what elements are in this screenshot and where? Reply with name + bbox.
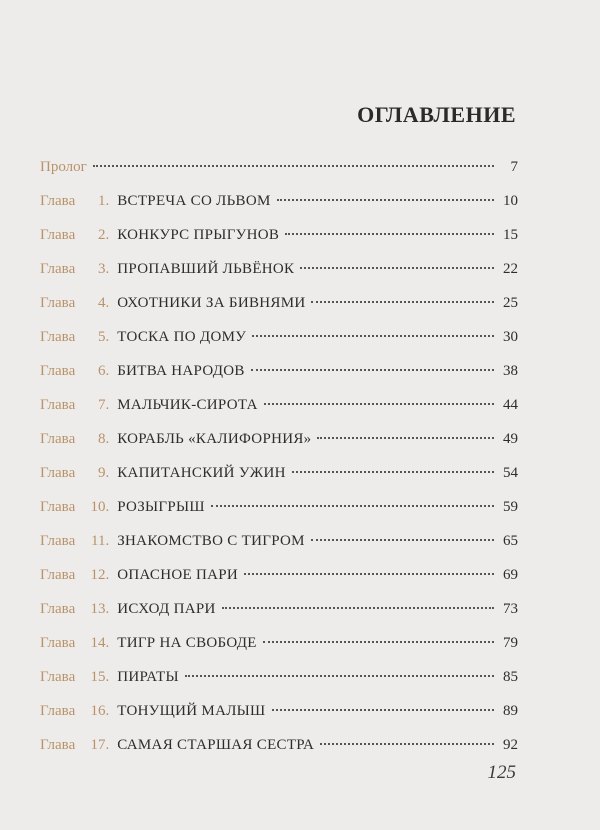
chapter-prefix — [40, 422, 109, 456]
chapter-number: 8. — [97, 431, 110, 447]
toc-row-chapter[interactable] — [40, 524, 518, 558]
page-ref: 85 — [503, 669, 518, 685]
chapter-word: Глава — [40, 533, 76, 549]
chapter-title: ОПАСНОЕ ПАРИ — [117, 567, 239, 583]
chapter-word: Глава — [40, 227, 76, 243]
chapter-number: 2. — [97, 227, 110, 243]
chapter-title: ТОСКА ПО ДОМУ — [117, 329, 247, 345]
page-ref: 92 — [503, 737, 518, 753]
page-ref: 10 — [503, 193, 518, 209]
chapter-prefix — [40, 286, 109, 320]
chapter-number: 14. — [90, 635, 110, 651]
toc-row-prologue[interactable] — [40, 150, 518, 184]
dot-leader — [300, 267, 494, 269]
chapter-title: ЗНАКОМСТВО С ТИГРОМ — [117, 533, 305, 549]
chapter-number: 16. — [90, 703, 110, 719]
toc-row-chapter[interactable] — [40, 184, 518, 218]
dot-leader — [251, 369, 494, 371]
chapter-prefix — [40, 626, 109, 660]
chapter-word: Глава — [40, 193, 76, 209]
page-ref: 25 — [503, 295, 518, 311]
dot-leader — [320, 743, 494, 745]
page-number: 125 — [487, 762, 516, 783]
chapter-title: КАПИТАНСКИЙ УЖИН — [117, 465, 286, 481]
chapter-prefix — [40, 490, 109, 524]
toc-row-chapter[interactable] — [40, 592, 518, 626]
toc-row-chapter[interactable] — [40, 626, 518, 660]
chapter-prefix — [40, 354, 109, 388]
chapter-title: ОХОТНИКИ ЗА БИВНЯМИ — [117, 295, 306, 311]
chapter-number: 1. — [97, 193, 110, 209]
chapter-number: 3. — [97, 261, 110, 277]
chapter-number: 6. — [97, 363, 110, 379]
dot-leader — [252, 335, 494, 337]
chapter-prefix — [40, 558, 109, 592]
table-of-contents — [40, 150, 518, 762]
chapter-number: 15. — [90, 669, 110, 685]
page-ref: 73 — [503, 601, 518, 617]
chapter-title: РОЗЫГРЫШ — [117, 499, 205, 515]
page-ref: 89 — [503, 703, 518, 719]
page-ref: 65 — [503, 533, 518, 549]
chapter-word: Глава — [40, 737, 76, 753]
dot-leader — [244, 573, 494, 575]
dot-leader — [311, 539, 494, 541]
chapter-number: 17. — [90, 737, 110, 753]
page-ref: 49 — [503, 431, 518, 447]
dot-leader — [185, 675, 494, 677]
chapter-prefix — [40, 184, 109, 218]
toc-row-chapter[interactable] — [40, 286, 518, 320]
chapter-word: Глава — [40, 329, 76, 345]
chapter-prefix — [40, 728, 109, 762]
chapter-prefix — [40, 320, 109, 354]
dot-leader — [211, 505, 494, 507]
toc-row-chapter[interactable] — [40, 728, 518, 762]
toc-row-chapter[interactable] — [40, 694, 518, 728]
page-ref: 44 — [503, 397, 518, 413]
page-ref: 15 — [503, 227, 518, 243]
chapter-word: Глава — [40, 635, 76, 651]
chapter-number: 4. — [97, 295, 110, 311]
dot-leader — [263, 641, 494, 643]
chapter-title: ПИРАТЫ — [117, 669, 179, 685]
dot-leader — [264, 403, 494, 405]
chapter-prefix — [40, 252, 109, 286]
toc-row-chapter[interactable] — [40, 218, 518, 252]
toc-row-chapter[interactable] — [40, 320, 518, 354]
chapter-word: Глава — [40, 363, 76, 379]
page-ref: 22 — [503, 261, 518, 277]
dot-leader — [311, 301, 494, 303]
dot-leader — [272, 709, 495, 711]
chapter-number: 7. — [97, 397, 110, 413]
chapter-title: ТОНУЩИЙ МАЛЫШ — [117, 703, 266, 719]
page-ref: 79 — [503, 635, 518, 651]
toc-row-chapter[interactable] — [40, 660, 518, 694]
chapter-title: КОРАБЛЬ «КАЛИФОРНИЯ» — [117, 431, 312, 447]
toc-row-chapter[interactable] — [40, 558, 518, 592]
chapter-word: Глава — [40, 261, 76, 277]
chapter-prefix — [40, 524, 109, 558]
toc-row-chapter[interactable] — [40, 252, 518, 286]
chapter-title: ТИГР НА СВОБОДЕ — [117, 635, 257, 651]
toc-heading: ОГЛАВЛЕНИЕ — [357, 102, 516, 127]
page-ref: 7 — [510, 159, 518, 175]
dot-leader — [317, 437, 494, 439]
page-ref: 54 — [503, 465, 518, 481]
chapter-word: Глава — [40, 397, 76, 413]
chapter-title: КОНКУРС ПРЫГУНОВ — [117, 227, 280, 243]
chapter-word: Глава — [40, 431, 76, 447]
chapter-title: ИСХОД ПАРИ — [117, 601, 216, 617]
page-ref: 59 — [503, 499, 518, 515]
dot-leader — [285, 233, 494, 235]
chapter-word: Глава — [40, 669, 76, 685]
chapter-word: Глава — [40, 703, 76, 719]
toc-row-chapter[interactable] — [40, 422, 518, 456]
dot-leader — [292, 471, 494, 473]
chapter-word: Глава — [40, 499, 76, 515]
chapter-word: Глава — [40, 601, 76, 617]
page-ref: 30 — [503, 329, 518, 345]
chapter-title: ПРОПАВШИЙ ЛЬВЁНОК — [117, 261, 295, 277]
chapter-word: Глава — [40, 295, 76, 311]
toc-row-chapter[interactable] — [40, 456, 518, 490]
chapter-number: 5. — [97, 329, 110, 345]
toc-row-chapter[interactable] — [40, 354, 518, 388]
chapter-word: Глава — [40, 567, 76, 583]
chapter-number: 12. — [90, 567, 110, 583]
dot-leader — [277, 199, 494, 201]
chapter-number: 9. — [97, 465, 110, 481]
toc-row-chapter[interactable] — [40, 490, 518, 524]
chapter-number: 13. — [90, 601, 110, 617]
chapter-title: МАЛЬЧИК-СИРОТА — [117, 397, 258, 413]
prologue-label: Пролог — [40, 159, 87, 175]
chapter-word: Глава — [40, 465, 76, 481]
chapter-title: САМАЯ СТАРШАЯ СЕСТРА — [117, 737, 315, 753]
chapter-prefix — [40, 218, 109, 252]
dot-leader — [222, 607, 494, 609]
chapter-prefix — [40, 592, 109, 626]
toc-row-chapter[interactable] — [40, 388, 518, 422]
chapter-title: БИТВА НАРОДОВ — [117, 363, 245, 379]
chapter-prefix — [40, 456, 109, 490]
chapter-list — [40, 184, 518, 762]
chapter-title: ВСТРЕЧА СО ЛЬВОМ — [117, 193, 271, 209]
page-ref: 38 — [503, 363, 518, 379]
chapter-prefix — [40, 660, 109, 694]
chapter-number: 10. — [90, 499, 110, 515]
chapter-prefix — [40, 694, 109, 728]
chapter-prefix — [40, 388, 109, 422]
chapter-number: 11. — [91, 533, 110, 549]
page-ref: 69 — [503, 567, 518, 583]
dot-leader — [93, 165, 494, 167]
